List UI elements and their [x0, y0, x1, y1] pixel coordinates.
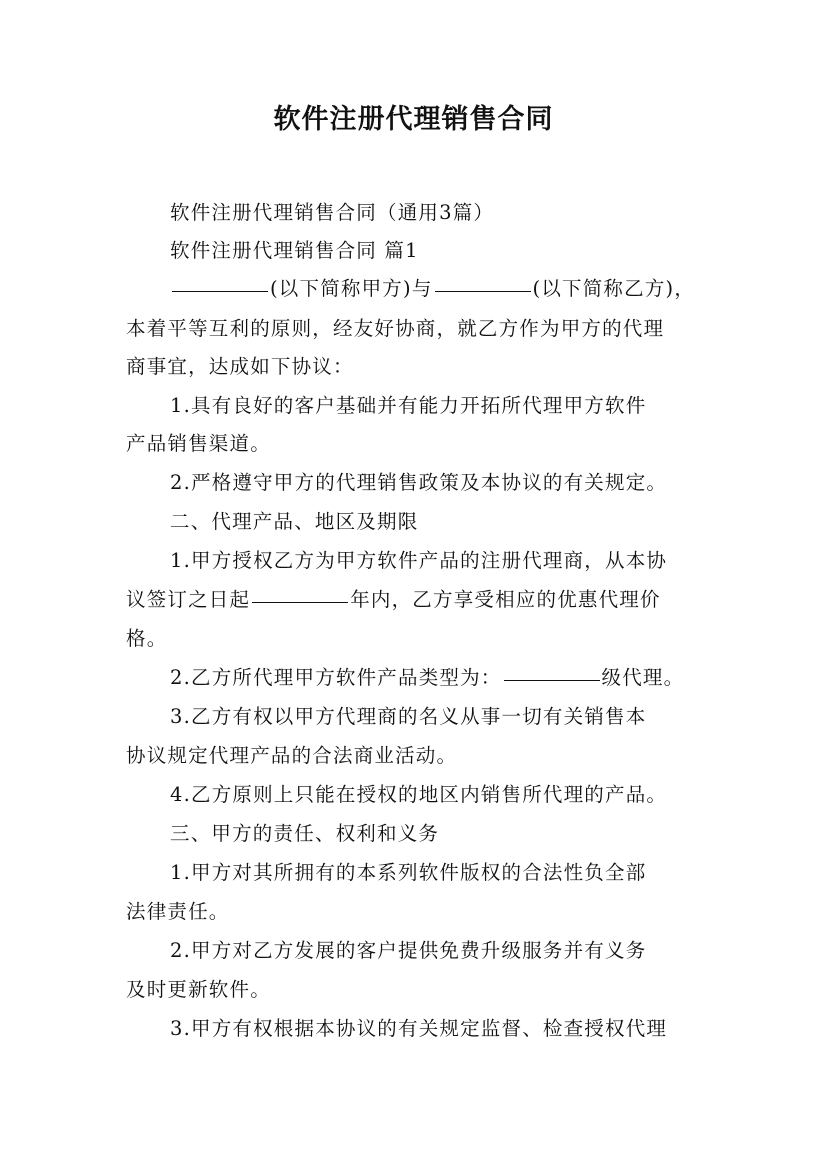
paragraph-line: 协议规定代理产品的合法商业活动。: [126, 744, 458, 767]
paragraph-line: 2.甲方对乙方发展的客户提供免费升级服务并有义务: [170, 939, 647, 962]
paragraph-line: 产品销售渠道。: [126, 432, 271, 455]
product-type-suffix: 级代理。: [601, 666, 685, 689]
product-type-line: [170, 659, 770, 697]
paragraph-line: 法律责任。: [126, 900, 230, 923]
section-heading: 二、代理产品、地区及期限: [170, 510, 419, 533]
paragraph-line: 3.乙方有权以甲方代理商的名义从事一切有关销售本: [170, 705, 647, 728]
paragraph-line: 及时更新软件。: [126, 978, 271, 1001]
section-heading: 三、甲方的责任、权利和义务: [170, 822, 440, 845]
paragraph-line: 3.甲方有权根据本协议的有关规定监督、检查授权代理: [170, 1017, 668, 1040]
subtitle-line: 软件注册代理销售合同（通用3篇）: [170, 201, 495, 224]
paragraph-line: 4.乙方原则上只能在授权的地区内销售所代理的产品。: [170, 783, 668, 806]
party-b-blank: [435, 290, 531, 292]
term-prefix: 议签订之日起: [126, 588, 251, 611]
term-suffix: 年内，乙方享受相应的优惠代理价: [350, 588, 661, 611]
section-heading: 软件注册代理销售合同 篇1: [170, 239, 419, 262]
party-b-suffix: (以下简称乙方)，: [532, 277, 696, 300]
paragraph-line: 1.具有良好的客户基础并有能力开拓所代理甲方软件: [170, 394, 647, 417]
paragraph-line: 1.甲方对其所拥有的本系列软件版权的合法性负全部: [170, 861, 647, 884]
term-blank: [252, 601, 348, 603]
document-title: 软件注册代理销售合同: [273, 104, 554, 135]
product-type-prefix: 2.乙方所代理甲方软件产品类型为：: [170, 666, 502, 689]
paragraph-line: 格。: [126, 627, 168, 650]
parties-line: [170, 270, 770, 308]
product-type-blank: [504, 679, 600, 681]
party-a-blank: [172, 290, 268, 292]
paragraph-line: 1.甲方授权乙方为甲方软件产品的注册代理商，从本协: [170, 549, 668, 572]
paragraph-line: 商事宜，达成如下协议：: [126, 355, 354, 378]
paragraph-line: 2.严格遵守甲方的代理销售政策及本协议的有关规定。: [170, 471, 668, 494]
party-a-suffix: (以下简称甲方)与: [270, 277, 433, 300]
paragraph-line: 本着平等互利的原则，经友好协商，就乙方作为甲方的代理: [126, 317, 665, 340]
term-line: [126, 581, 726, 619]
